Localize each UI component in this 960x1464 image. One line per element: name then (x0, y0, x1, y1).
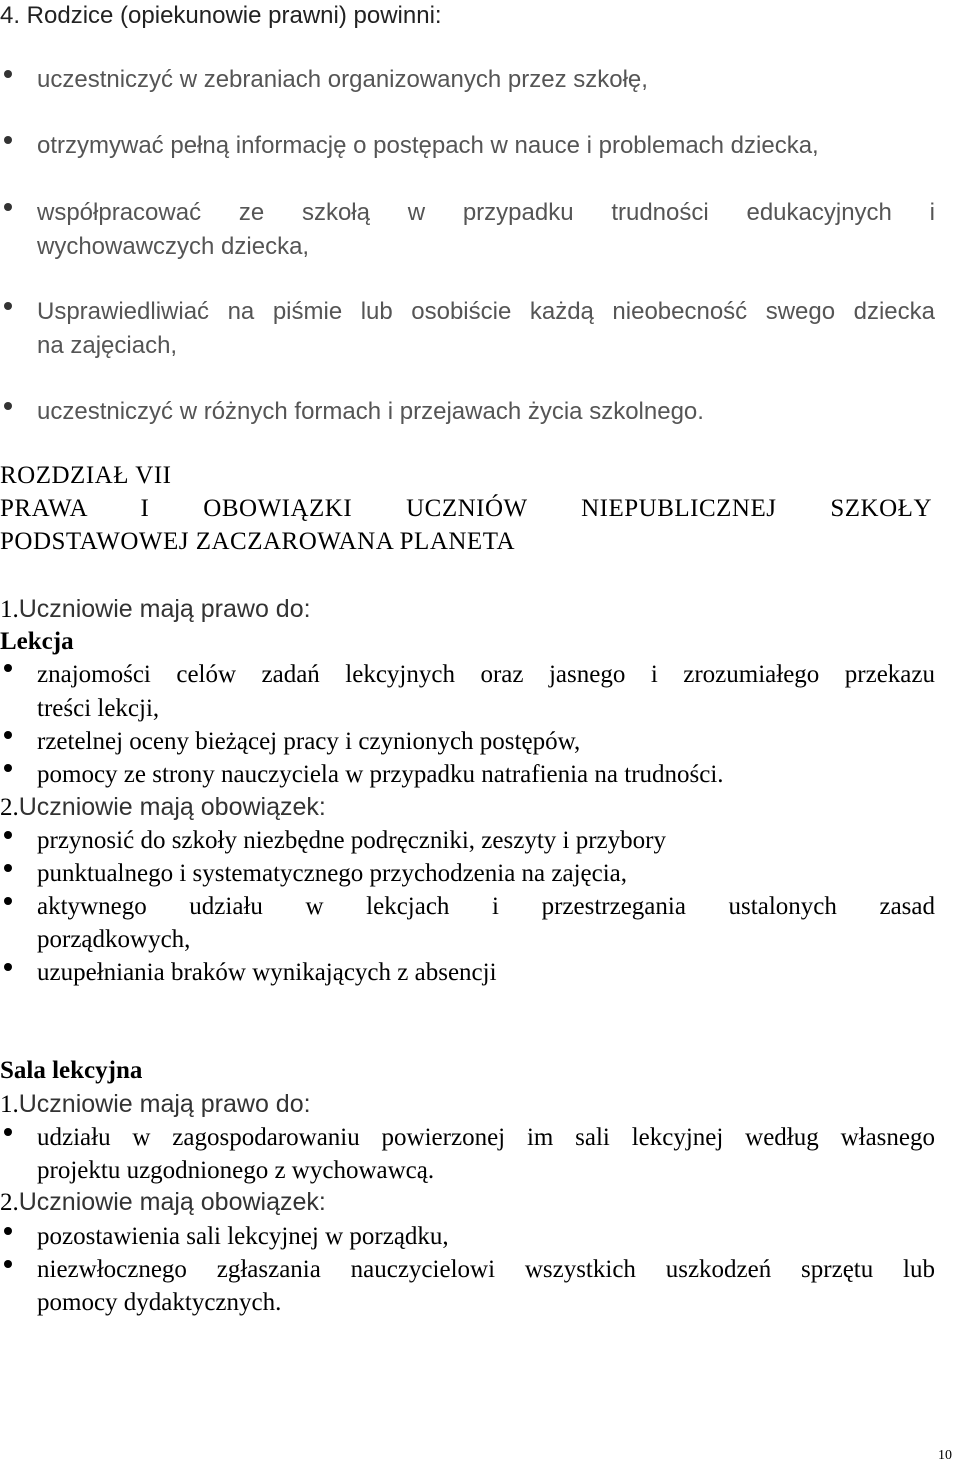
bullet-icon (4, 302, 12, 310)
list-item: rzetelnej oceny bieżącej pracy i czynionych postępów, (37, 728, 581, 755)
bullet-icon (4, 864, 12, 872)
bullet-icon (4, 402, 12, 410)
list-item-continuation: treści lekcji, (37, 695, 160, 722)
bullet-icon (4, 203, 12, 211)
bullet-icon (4, 136, 12, 144)
list-item: uczestniczyć w zebraniach organizowanych przez szkołę, (37, 66, 648, 93)
intro-number: 2. (0, 794, 19, 821)
list-item: Usprawiedliwiać na piśmie lub osobiście każdą nieobecność swego dziecka (37, 298, 935, 325)
intro-number: 1. (0, 596, 19, 623)
list-item-continuation: projektu uzgodnionego z wychowawcą. (37, 1157, 435, 1184)
intro-number: 2. (0, 1189, 19, 1216)
bullet-icon (4, 1260, 12, 1268)
bullet-icon (4, 731, 12, 739)
duties-intro (0, 1190, 945, 1215)
sala-heading: Sala lekcyjna (0, 1057, 143, 1084)
list-item: niezwłocznego zgłaszania nauczycielowi wszystkich uszkodzeń sprzętu lub (37, 1256, 935, 1283)
list-item: aktywnego udziału w lekcjach i przestrzegania ustalonych zasad (37, 893, 935, 920)
chapter-subtitle-continued: PODSTAWOWEJ ZACZAROWANA PLANETA (0, 528, 516, 555)
bullet-icon (4, 1227, 12, 1235)
bullet-icon (4, 831, 12, 839)
chapter-subtitle: PRAWA I OBOWIĄZKI UCZNIÓW NIEPUBLICZNEJ SZKOŁY (0, 495, 932, 522)
section-4-title: 4. Rodzice (opiekunowie prawni) powinni: (0, 2, 442, 29)
rights-intro (0, 597, 945, 622)
bullet-icon (4, 764, 12, 772)
list-item-continuation: na zajęciach, (37, 332, 178, 359)
list-item-continuation: pomocy dydaktycznych. (37, 1289, 282, 1316)
list-item: punktualnego i systematycznego przychodzenia na zajęcia, (37, 860, 628, 887)
list-item: uzupełniania braków wynikających z absencji (37, 959, 497, 986)
intro-number: 1. (0, 1091, 19, 1118)
list-item-continuation: wychowawczych dziecka, (37, 233, 310, 260)
bullet-icon (4, 1128, 12, 1136)
list-item: znajomości celów zadań lekcyjnych oraz jasnego i zrozumiałego przekazu (37, 661, 935, 688)
chapter-title: ROZDZIAŁ VII (0, 462, 172, 489)
intro-text: Uczniowie mają obowiązek: (18, 793, 326, 821)
bullet-icon (4, 897, 12, 905)
intro-text: Uczniowie mają obowiązek: (18, 1188, 326, 1216)
list-item: pozostawienia sali lekcyjnej w porządku, (37, 1223, 449, 1250)
bullet-icon (4, 963, 12, 971)
list-item: przynosić do szkoły niezbędne podręczniki, zeszyty i przybory (37, 827, 666, 854)
list-item: uczestniczyć w różnych formach i przejawach życia szkolnego. (37, 398, 704, 425)
duties-intro (0, 795, 945, 820)
list-item: współpracować ze szkołą w przypadku trudności edukacyjnych i (37, 199, 935, 226)
list-item: otrzymywać pełną informację o postępach w nauce i problemach dziecka, (37, 132, 819, 159)
bullet-icon (4, 664, 12, 672)
list-item-continuation: porządkowych, (37, 926, 191, 953)
intro-text: Uczniowie mają prawo do: (18, 595, 311, 623)
lekcja-heading: Lekcja (0, 628, 74, 655)
intro-text: Uczniowie mają prawo do: (18, 1090, 311, 1118)
page-number: 10 (938, 1448, 952, 1463)
list-item: udziału w zagospodarowaniu powierzonej im sali lekcyjnej według własnego (37, 1124, 935, 1151)
rights-intro (0, 1092, 945, 1117)
list-item: pomocy ze strony nauczyciela w przypadku natrafienia na trudności. (37, 761, 724, 788)
bullet-icon (4, 70, 12, 78)
